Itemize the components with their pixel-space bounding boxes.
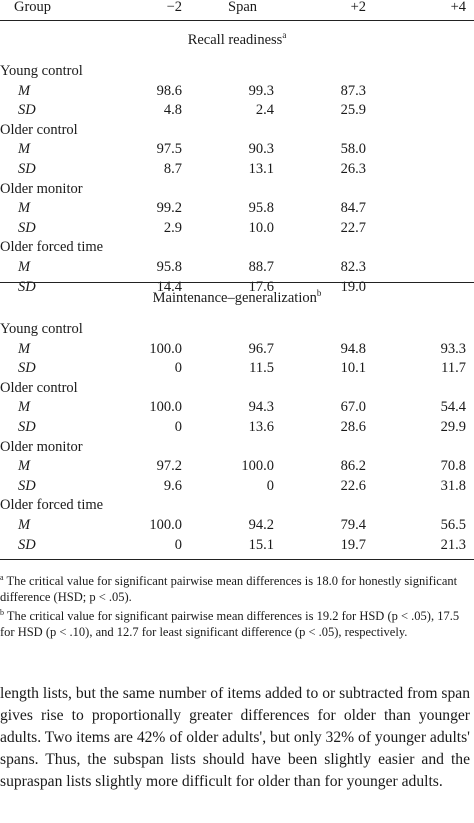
table-cell: 25.9 (340, 102, 366, 119)
group-name: Older control (0, 379, 78, 396)
group-row (0, 61, 474, 81)
header-minus2: −2 (166, 0, 182, 15)
table-cell: 67.0 (340, 399, 366, 416)
table-cell: 98.6 (156, 82, 182, 99)
table-cell: 21.3 (440, 536, 466, 553)
table-cell: 26.3 (340, 161, 366, 177)
table-bottom-rule (0, 559, 474, 560)
table-cell: 15.1 (248, 536, 274, 553)
table-cell: 100.0 (149, 340, 182, 357)
body-paragraph: length lists, but the same number of items added to or subtracted from span gives rise to proportionally greater differences for older than younger adults. Two items are 42% of older adults', but only 32% of younger adults' spans. Thus, the subspan lists should have been slightly easier and the supraspan lists slightly more difficult for older than for younger adults. (0, 685, 470, 790)
table-cell: 95.8 (156, 259, 182, 275)
table-cell: 14.4 (156, 278, 182, 295)
sd-row (0, 100, 474, 120)
section-title-note: b (316, 288, 322, 298)
table-cell: 97.2 (156, 458, 182, 475)
header-rule (0, 20, 474, 21)
table-cell: 97.5 (156, 141, 182, 158)
sd-row (0, 535, 474, 555)
table-cell: 10.1 (340, 360, 366, 377)
table-cell: 90.3 (248, 141, 274, 158)
sd-label: SD (18, 278, 36, 295)
table-cell: 95.8 (248, 200, 274, 217)
sd-row (0, 417, 474, 437)
table-cell: 2.9 (163, 219, 182, 236)
group-name: Older monitor (0, 180, 83, 197)
group-row (0, 378, 474, 398)
table-cell: 99.2 (156, 200, 182, 217)
table-cell: 22.7 (340, 219, 366, 236)
group-name: Young control (0, 321, 83, 337)
table-cell: 100.0 (149, 517, 182, 533)
table-cell: 28.6 (340, 419, 366, 435)
table-cell: 0 (174, 419, 182, 435)
table-cell: 94.8 (340, 340, 366, 357)
table-cell: 56.5 (440, 517, 466, 533)
footnote-a-text: The critical value for significant pairwise mean differences is 18.0 for honestly significant difference (HSD; p < .05). (0, 574, 458, 605)
header-plus4: +4 (450, 0, 466, 15)
mean-label: M (18, 259, 31, 275)
footnote-b-mark: b (0, 608, 4, 618)
section-rule (0, 282, 474, 283)
table-cell: 10.0 (248, 219, 274, 236)
table-cell: 94.2 (248, 517, 274, 533)
header-span: Span (228, 0, 257, 15)
mean-row (0, 139, 474, 159)
table-cell: 87.3 (340, 82, 366, 99)
table-cell: 31.8 (440, 477, 466, 494)
table-cell: 70.8 (440, 458, 466, 475)
group-row (0, 437, 474, 457)
header-group: Group (14, 0, 52, 15)
table-cell: 54.4 (440, 399, 466, 416)
table-cell: 9.6 (163, 477, 182, 494)
mean-label: M (18, 458, 31, 475)
table-cell: 17.6 (248, 278, 274, 295)
mean-row (0, 515, 474, 535)
mean-row (0, 81, 474, 101)
mean-row (0, 339, 474, 359)
table-cell: 93.3 (440, 340, 466, 357)
group-row (0, 120, 474, 140)
sd-row (0, 159, 474, 179)
section-title (0, 288, 474, 307)
sd-label: SD (18, 360, 36, 377)
group-name: Older forced time (0, 497, 104, 514)
table-cell: 0 (174, 360, 182, 377)
table-cell: 19.7 (340, 536, 366, 553)
table-cell: 4.8 (163, 102, 182, 119)
table-cell: 22.6 (340, 477, 366, 494)
mean-row (0, 257, 474, 277)
section-title-text: Recall readiness (187, 31, 283, 48)
table-cell: 79.4 (340, 517, 366, 533)
table-cell: 58.0 (340, 141, 366, 158)
table-cell: 99.3 (248, 82, 274, 99)
sd-row (0, 358, 474, 378)
table-cell: 2.4 (255, 102, 274, 119)
footnote-b (0, 605, 474, 640)
mean-label: M (18, 517, 31, 533)
group-name: Older control (0, 121, 78, 138)
table-cell: 0 (266, 477, 274, 494)
mean-label: M (18, 141, 31, 158)
table-cell: 88.7 (248, 259, 274, 275)
table-cell: 13.1 (248, 161, 274, 177)
group-row (0, 319, 474, 339)
group-row (0, 237, 474, 257)
table-cell: 94.3 (248, 399, 274, 416)
section-title-text: Maintenance–generalization (152, 289, 317, 306)
table-header-row (0, 0, 474, 17)
sd-label: SD (18, 477, 36, 494)
table-cell: 19.0 (340, 278, 366, 295)
table-cell: 84.7 (340, 200, 366, 217)
sd-label: SD (18, 161, 36, 177)
footnote-b-text: The critical value for significant pairwise mean differences is 19.2 for HSD (p < .05), 17.5 for HSD (p < .10), and 12.7 for least significant difference (p < .05), respectively. (0, 609, 460, 640)
sd-label: SD (18, 102, 36, 119)
table-cell: 8.7 (163, 161, 182, 177)
mean-label: M (18, 340, 31, 357)
footnote-a-mark: a (0, 573, 4, 582)
group-name: Young control (0, 63, 83, 79)
sd-row (0, 476, 474, 496)
table-cell: 29.9 (440, 419, 466, 435)
table-cell: 0 (174, 536, 182, 553)
group-row (0, 179, 474, 199)
table-cell: 13.6 (248, 419, 274, 435)
mean-label: M (18, 399, 31, 416)
table-cell: 82.3 (340, 259, 366, 275)
group-name: Older forced time (0, 239, 104, 256)
table-footnotes (0, 570, 474, 640)
group-row (0, 495, 474, 515)
group-name: Older monitor (0, 438, 83, 455)
section-title-note: a (282, 30, 287, 40)
sd-label: SD (18, 536, 36, 553)
sd-label: SD (18, 419, 36, 435)
table-cell: 100.0 (149, 399, 182, 416)
sd-row (0, 218, 474, 238)
mean-row (0, 456, 474, 476)
mean-label: M (18, 82, 31, 99)
mean-label: M (18, 200, 31, 217)
mean-row (0, 397, 474, 417)
table-cell: 96.7 (248, 340, 274, 357)
table-cell: 11.7 (441, 360, 466, 377)
header-plus2: +2 (350, 0, 366, 15)
table-cell: 86.2 (340, 458, 366, 475)
table-cell: 100.0 (241, 458, 274, 475)
table-cell: 11.5 (249, 360, 274, 377)
sd-label: SD (18, 219, 36, 236)
mean-row (0, 198, 474, 218)
footnote-a (0, 570, 474, 605)
section-title (0, 30, 474, 49)
